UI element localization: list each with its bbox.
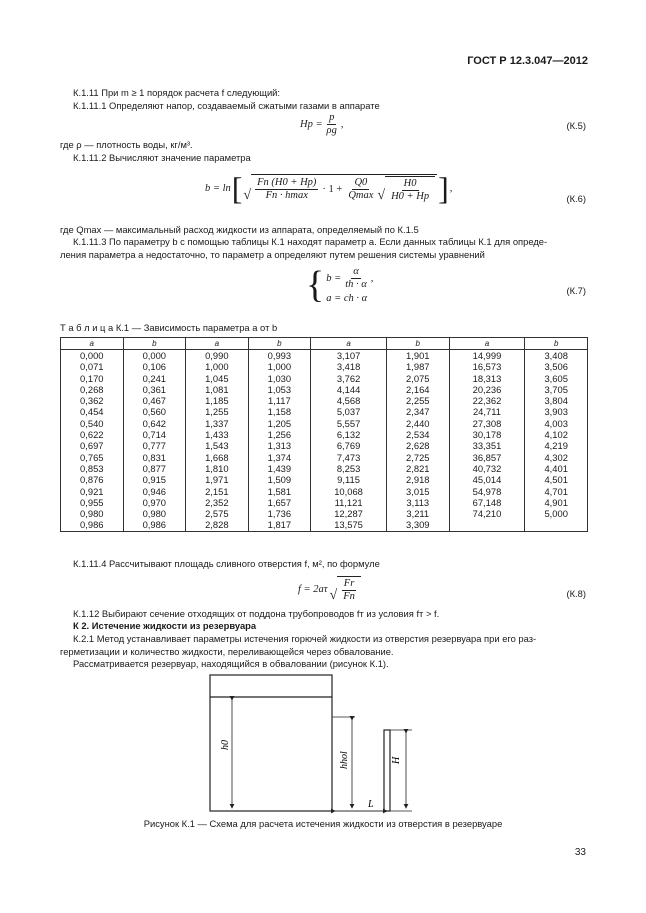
table-cell: 1,045 xyxy=(186,373,249,384)
formula-k8 xyxy=(298,576,361,603)
formula-k6-d2: Qmax xyxy=(348,189,374,201)
table-cell: 2,164 xyxy=(387,384,450,395)
label-h0: h0 xyxy=(220,740,231,750)
table-cell: 0,362 xyxy=(61,395,124,406)
table-cell: 12,287 xyxy=(311,508,387,519)
table-row xyxy=(61,474,588,485)
table-cell: 1,158 xyxy=(248,406,311,417)
table-cell: 2,440 xyxy=(387,418,450,429)
table-row xyxy=(61,395,588,406)
table-cell: 1,810 xyxy=(186,463,249,474)
right-bracket-icon: ] xyxy=(438,170,449,206)
formula-k6-sqrt-outer xyxy=(243,174,437,203)
table-header-cell: a xyxy=(311,338,387,350)
table-row xyxy=(61,384,588,395)
table-cell: 1,256 xyxy=(248,429,311,440)
table-cell: 0,268 xyxy=(61,384,124,395)
para-k1-11: К.1.11 При m ≥ 1 порядок расчета f следующий: xyxy=(73,87,281,98)
table-cell: 3,309 xyxy=(387,519,450,531)
table-cell: 2,575 xyxy=(186,508,249,519)
where-qmax: где Qmax — максимальный расход жидкости из аппарата, определяемый по К.1.5 xyxy=(60,224,419,235)
formula-k6-frac-3 xyxy=(389,178,431,203)
table-cell: 2,725 xyxy=(387,452,450,463)
sqrt-icon: √ xyxy=(377,187,386,203)
table-cell: 4,102 xyxy=(525,429,588,440)
table-cell: 3,211 xyxy=(387,508,450,519)
para-k1-11-1: К.1.11.1 Определяют напор, создаваемый сжатыми газами в аппарате xyxy=(73,100,380,111)
table-cell: 30,178 xyxy=(449,429,525,440)
table-cell xyxy=(525,519,588,531)
table-cell: 54,978 xyxy=(449,486,525,497)
table-cell: 1,053 xyxy=(248,384,311,395)
table-row xyxy=(61,486,588,497)
formula-k6-tail: , xyxy=(449,182,453,194)
table-cell: 1,657 xyxy=(248,497,311,508)
table-cell: 1,817 xyxy=(248,519,311,531)
table-cell: 11,121 xyxy=(311,497,387,508)
label-H: H xyxy=(391,756,402,764)
table-cell: 2,918 xyxy=(387,474,450,485)
table-cell: 4,901 xyxy=(525,497,588,508)
para-k1-11-2: К.1.11.2 Вычисляют значение параметра xyxy=(73,152,251,163)
table-cell: 1,971 xyxy=(186,474,249,485)
sqrt-icon: √ xyxy=(243,187,252,203)
page-number: 33 xyxy=(574,847,586,858)
table-row xyxy=(61,463,588,474)
table-row xyxy=(61,429,588,440)
table-cell xyxy=(449,519,525,531)
table-cell: 6,769 xyxy=(311,440,387,451)
table-cell: 1,509 xyxy=(248,474,311,485)
table-cell: 27,308 xyxy=(449,418,525,429)
table-cell: 4,501 xyxy=(525,474,588,485)
table-cell: 9,115 xyxy=(311,474,387,485)
table-cell: 0,697 xyxy=(61,440,124,451)
table-cell: 0,467 xyxy=(123,395,186,406)
table-cell: 0,921 xyxy=(61,486,124,497)
table-row xyxy=(61,519,588,531)
table-cell: 0,454 xyxy=(61,406,124,417)
table-cell: 1,987 xyxy=(387,361,450,372)
table-row xyxy=(61,361,588,372)
table-cell: 0,915 xyxy=(123,474,186,485)
table-cell: 0,241 xyxy=(123,373,186,384)
table-header-cell: b xyxy=(248,338,311,350)
brace-icon: { xyxy=(306,264,325,306)
table-cell: 0,000 xyxy=(61,350,124,362)
formula-k7-b-num: α xyxy=(353,266,359,277)
table-cell: 0,361 xyxy=(123,384,186,395)
table-cell: 40,732 xyxy=(449,463,525,474)
table-cell: 6,132 xyxy=(311,429,387,440)
table-row xyxy=(61,350,588,362)
formula-k8-num: Fr xyxy=(343,578,355,589)
formula-k5-label: (К.5) xyxy=(566,120,586,131)
table-cell: 2,151 xyxy=(186,486,249,497)
table-cell: 3,113 xyxy=(387,497,450,508)
table-cell: 0,106 xyxy=(123,361,186,372)
table-header-cell: b xyxy=(387,338,450,350)
table-cell: 3,015 xyxy=(387,486,450,497)
table-cell: 0,560 xyxy=(123,406,186,417)
formula-k6-n2: Q0 xyxy=(354,176,368,188)
figure-caption: Рисунок К.1 — Схема для расчета истечения жидкости из отверстия в резервуаре xyxy=(143,818,503,829)
formula-k6-d3: H0 + Hр xyxy=(391,190,430,202)
table-cell: 1,581 xyxy=(248,486,311,497)
table-cell: 2,828 xyxy=(186,519,249,531)
table-cell: 3,903 xyxy=(525,406,588,417)
table-header-cell: b xyxy=(525,338,588,350)
table-cell: 45,014 xyxy=(449,474,525,485)
table-cell: 18,313 xyxy=(449,373,525,384)
formula-k6-frac-1 xyxy=(255,177,318,202)
table-row xyxy=(61,440,588,451)
table-cell: 1,255 xyxy=(186,406,249,417)
table-row xyxy=(61,418,588,429)
table-cell: 4,568 xyxy=(311,395,387,406)
table-cell: 3,804 xyxy=(525,395,588,406)
sqrt-icon: √ xyxy=(329,588,338,603)
table-cell: 0,642 xyxy=(123,418,186,429)
table-header-cell: b xyxy=(123,338,186,350)
left-bracket-icon: [ xyxy=(231,170,243,206)
table-cell: 4,701 xyxy=(525,486,588,497)
table-cell: 0,986 xyxy=(123,519,186,531)
table-cell: 1,030 xyxy=(248,373,311,384)
table-cell: 0,831 xyxy=(123,452,186,463)
table-cell: 0,955 xyxy=(61,497,124,508)
table-row xyxy=(61,373,588,384)
table-cell: 5,000 xyxy=(525,508,588,519)
figure-k1 xyxy=(200,672,430,818)
document-header: ГОСТ Р 12.3.047—2012 xyxy=(467,55,588,67)
table-cell: 36,857 xyxy=(449,452,525,463)
formula-k5-numerator: p xyxy=(329,112,335,123)
table-cell: 16,573 xyxy=(449,361,525,372)
formula-k6-label: (К.6) xyxy=(566,193,586,204)
table-cell: 0,876 xyxy=(61,474,124,485)
table-row xyxy=(61,508,588,519)
table-cell: 0,622 xyxy=(61,429,124,440)
table-row xyxy=(61,452,588,463)
table-cell: 4,003 xyxy=(525,418,588,429)
table-cell: 4,144 xyxy=(311,384,387,395)
table-cell: 0,765 xyxy=(61,452,124,463)
table-cell: 2,821 xyxy=(387,463,450,474)
table-row xyxy=(61,497,588,508)
formula-k6-sqrt-inner xyxy=(377,176,435,203)
formula-k6-frac-2 xyxy=(346,177,375,202)
table-cell: 2,255 xyxy=(387,395,450,406)
para-k2-1-c: Рассматривается резервуар, находящийся в обваловании (рисунок К.1). xyxy=(73,658,389,669)
formula-k5-tail: , xyxy=(340,119,344,130)
table-cell: 3,418 xyxy=(311,361,387,372)
formula-k5 xyxy=(300,112,343,137)
table-header-cell: a xyxy=(61,338,124,350)
table-cell: 0,853 xyxy=(61,463,124,474)
table-cell: 24,711 xyxy=(449,406,525,417)
table-cell: 3,506 xyxy=(525,361,588,372)
table-cell: 1,901 xyxy=(387,350,450,362)
table-cell: 0,986 xyxy=(61,519,124,531)
table-cell: 1,668 xyxy=(186,452,249,463)
table-cell: 2,347 xyxy=(387,406,450,417)
table-cell: 1,117 xyxy=(248,395,311,406)
formula-k6-n1: Fп (H0 + Hр) xyxy=(257,176,317,188)
table-cell: 0,170 xyxy=(61,373,124,384)
table-cell: 22,362 xyxy=(449,395,525,406)
formula-k7-b-tail: , xyxy=(370,273,374,284)
table-cell: 1,081 xyxy=(186,384,249,395)
table-cell: 0,714 xyxy=(123,429,186,440)
formula-k5-fraction xyxy=(325,112,339,137)
para-k2-1-a: К.2.1 Метод устанавливает параметры истечения горючей жидкости из отверстия резервуара при его раз- xyxy=(73,633,537,644)
table-cell: 1,736 xyxy=(248,508,311,519)
dike-wall xyxy=(384,730,390,811)
formula-k8-label: (К.8) xyxy=(566,588,586,599)
formula-k8-lhs: f = 2aτ xyxy=(298,584,328,595)
table-cell: 4,219 xyxy=(525,440,588,451)
table-cell: 2,352 xyxy=(186,497,249,508)
table-cell: 0,980 xyxy=(61,508,124,519)
table-header-cell: a xyxy=(186,338,249,350)
table-cell: 1,205 xyxy=(248,418,311,429)
table-cell: 0,877 xyxy=(123,463,186,474)
table-caption: Т а б л и ц а К.1 — Зависимость параметра a от b xyxy=(60,322,278,333)
formula-k7-a-line: a = ch · α xyxy=(326,293,368,304)
table-cell: 0,000 xyxy=(123,350,186,362)
table-cell: 74,210 xyxy=(449,508,525,519)
para-k1-11-3-b: ления параметра a недостаточно, то параметр a определяют путем решения системы уравнений xyxy=(60,249,485,260)
formula-k5-lhs: Hр = xyxy=(300,119,323,130)
table-cell: 20,236 xyxy=(449,384,525,395)
formula-k6-lhs: b = ln xyxy=(205,182,231,194)
table-cell: 1,000 xyxy=(186,361,249,372)
table-cell: 4,302 xyxy=(525,452,588,463)
label-L: L xyxy=(368,799,374,810)
formula-k6-n3: H0 xyxy=(403,177,417,189)
formula-k8-den: Fп xyxy=(343,591,355,602)
table-cell: 3,605 xyxy=(525,373,588,384)
formula-k7-label: (К.7) xyxy=(566,285,586,296)
label-hhol: hhol xyxy=(339,751,350,769)
formula-k6-d1: Fп · hmax xyxy=(265,189,308,201)
table-cell: 14,999 xyxy=(449,350,525,362)
table-cell: 5,037 xyxy=(311,406,387,417)
table-cell: 3,705 xyxy=(525,384,588,395)
table-row xyxy=(61,406,588,417)
table-cell: 1,433 xyxy=(186,429,249,440)
table-cell: 1,543 xyxy=(186,440,249,451)
table-cell: 1,439 xyxy=(248,463,311,474)
table-cell: 1,313 xyxy=(248,440,311,451)
table-cell: 33,351 xyxy=(449,440,525,451)
table-cell: 1,337 xyxy=(186,418,249,429)
para-k1-12: К.1.12 Выбирают сечение отходящих от поддона трубопроводов fт из условия fт > f. xyxy=(73,608,440,619)
table-k1 xyxy=(60,337,588,532)
table-cell: 0,540 xyxy=(61,418,124,429)
formula-k6 xyxy=(205,172,452,204)
formula-k6-mid: · 1 + xyxy=(322,183,343,195)
table-header-cell: a xyxy=(449,338,525,350)
formula-k5-denominator: ρg xyxy=(326,125,337,136)
table-cell: 1,374 xyxy=(248,452,311,463)
table-cell: 10,068 xyxy=(311,486,387,497)
table-cell: 13,575 xyxy=(311,519,387,531)
table-cell: 0,980 xyxy=(123,508,186,519)
formula-k7-b-lhs: b = xyxy=(326,273,342,284)
formula-k7 xyxy=(306,266,373,304)
table-cell: 3,762 xyxy=(311,373,387,384)
para-k1-11-4: К.1.11.4 Рассчитывают площадь сливного отверстия f, м², по формуле xyxy=(73,558,380,569)
table-cell: 67,148 xyxy=(449,497,525,508)
section-k2-heading: К 2. Истечение жидкости из резервуара xyxy=(73,620,257,631)
para-k2-1-b: герметизации и количество жидкости, переливающейся через обвалование. xyxy=(60,646,394,657)
table-cell: 1,000 xyxy=(248,361,311,372)
formula-k7-b-den: th · α xyxy=(345,279,367,290)
table-header-row xyxy=(61,338,588,350)
table-cell: 4,401 xyxy=(525,463,588,474)
table-cell: 8,253 xyxy=(311,463,387,474)
table-cell: 0,946 xyxy=(123,486,186,497)
table-cell: 5,557 xyxy=(311,418,387,429)
table-cell: 7,473 xyxy=(311,452,387,463)
where-rho: где ρ — плотность воды, кг/м³. xyxy=(60,139,193,150)
table-cell: 0,990 xyxy=(186,350,249,362)
table-cell: 3,107 xyxy=(311,350,387,362)
table-cell: 2,075 xyxy=(387,373,450,384)
table-cell: 0,777 xyxy=(123,440,186,451)
table-cell: 0,071 xyxy=(61,361,124,372)
table-cell: 2,628 xyxy=(387,440,450,451)
para-k1-11-3-a: К.1.11.3 По параметру b с помощью таблицы К.1 находят параметр a. Если данных таблицы К.1 для опреде- xyxy=(73,236,548,247)
table-cell: 2,534 xyxy=(387,429,450,440)
table-cell: 1,185 xyxy=(186,395,249,406)
table-cell: 3,408 xyxy=(525,350,588,362)
table-cell: 0,970 xyxy=(123,497,186,508)
table-cell: 0,993 xyxy=(248,350,311,362)
